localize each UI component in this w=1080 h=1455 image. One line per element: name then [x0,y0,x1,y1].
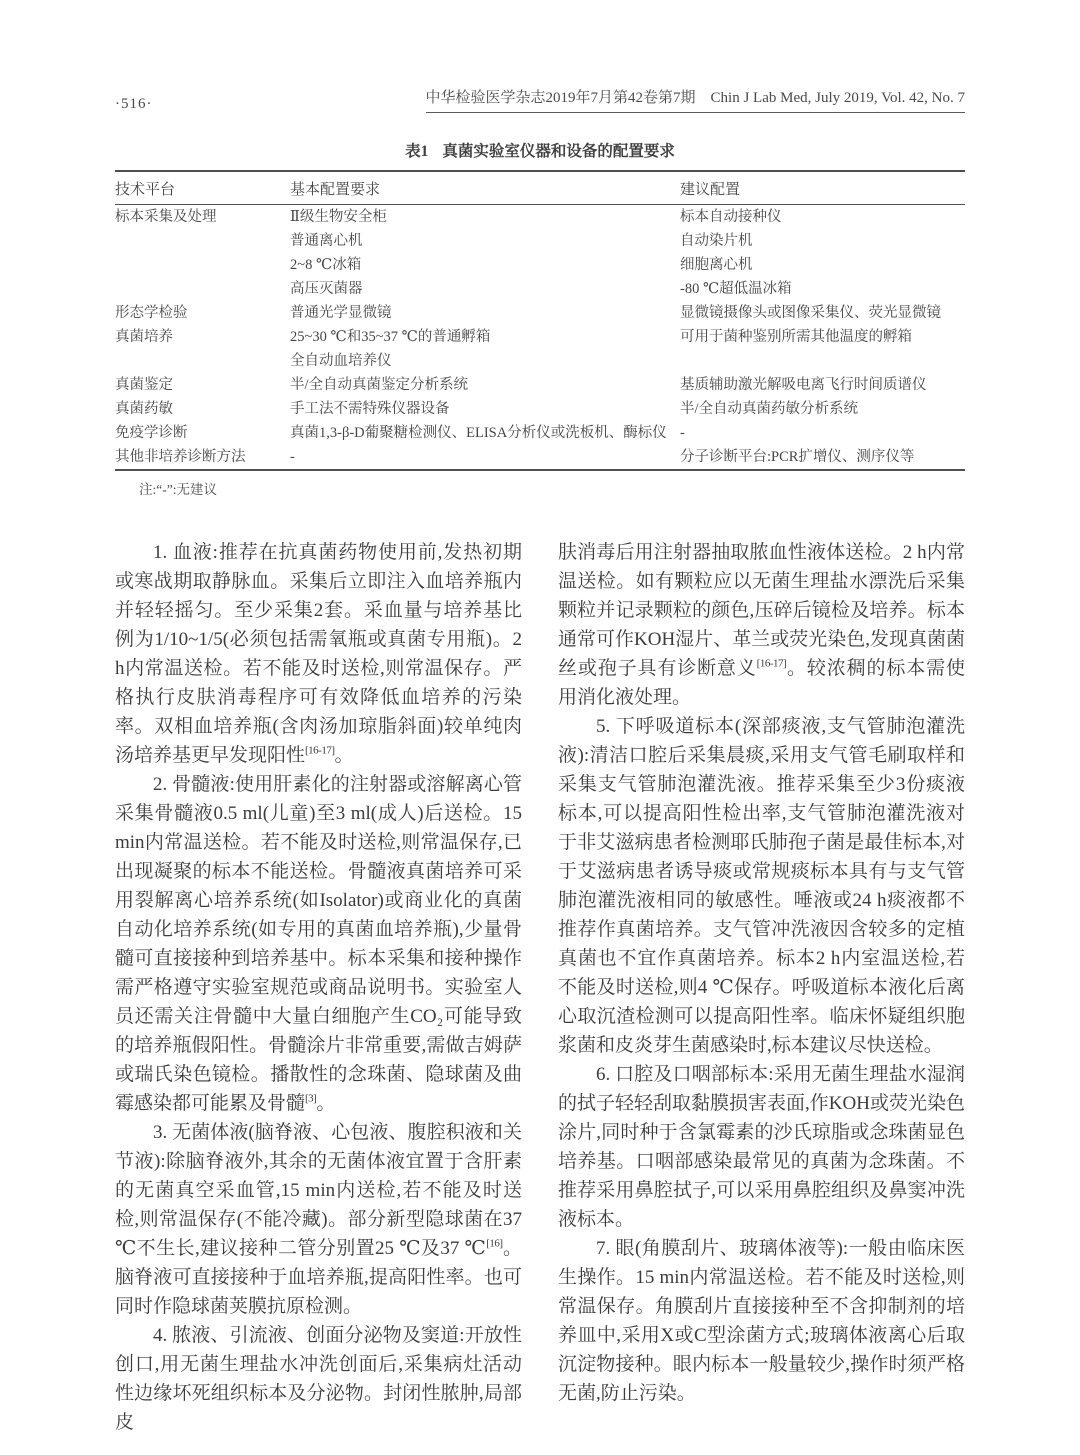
table-row [115,445,965,470]
table-cell: Ⅱ级生物安全柜 [290,208,387,225]
table-cell: 全自动血培养仪 [290,352,392,369]
table-cell: 半/全自动真菌鉴定分析系统 [290,376,469,393]
table-cell [115,277,290,301]
paragraph-lower-respiratory: 5. 下呼吸道标本(深部痰液,支气管肺泡灌洗液):清洁口腔后采集晨痰,采用支气管毛刷取样和采集支气管肺泡灌洗液。推荐采集至少3份痰液标本,可以提高阳性检出率,支气管肺泡灌洗液对于非艾滋病患者检测耶氏肺孢子菌是最佳标本,对于艾滋病患者诱导痰或常规痰标本具有与支气管肺泡灌洗液相同的敏感性。唾液或24 h痰液都不推荐作真菌培养。支气管冲洗液因含较多的定植真菌也不宜作真菌培养。标本2 h内室温送检,若不能及时送检,则4 ℃保存。呼吸道标本液化后离心取沉渣检测可以提高阳性率。临床怀疑组织胞浆菌和皮炎芽生菌感染时,标本建议尽快送检。 [558,716,965,1056]
table-cell: 25~30 ℃和35~37 ℃的普通孵箱 [290,328,491,345]
table-footnote: 注:“-”:无建议 [139,482,217,497]
table-cell: 真菌药敏 [115,400,173,417]
journal-title-line: 中华检验医学杂志2019年7月第42卷第7期 Chin J Lab Med, July 2019, Vol. 42, No. 7 [426,86,965,113]
table-cell: 可用于菌种鉴别所需其他温度的孵箱 [680,328,912,345]
table-cell [115,253,290,277]
paragraph-pus-drainage-continued: 肤消毒后用注射器抽取脓血性液体送检。2 h内常温送检。如有颗粒应以无菌生理盐水漂洗后采集颗粒并记录颗粒的颜色,压碎后镜检及培养。标本通常可作KOH湿片、革兰或荧光染色,发现真菌菌丝或孢子具有诊断意义[16-17]。较浓稠的标本需使用消化液处理。 [558,542,965,708]
col-header-suggested: 建议配置 [680,182,741,198]
paragraph-sterile-fluids: 3. 无菌体液(脑脊液、心包液、腹腔积液和关节液):除脑脊液外,其余的无菌体液宜置于含肝素的无菌真空采血管,15 min内送检,若不能及时送检,则常温保存(不能冷藏)。部分新型隐球菌在37 ℃不生长,建议接种二管分别置25 ℃及37 ℃[16]。脑脊液可直接接种于血培养瓶,提高阳性率。也可同时作隐球菌荚膜抗原检测。 [115,1122,522,1317]
table-header-row [115,171,965,205]
table-cell: 标本采集及处理 [115,208,217,225]
table-cell: 其他非培养诊断方法 [115,448,246,465]
paragraph-eye: 7. 眼(角膜刮片、玻璃体液等):一般由临床医生操作。15 min内常温送检。若不能及时送检,则常温保存。角膜刮片直接接种至不含抑制剂的培养皿中,采用X或C型涂菌方式;玻璃体液离心后取沉淀物接种。眼内标本一般量较少,操作时须严格无菌,防止污染。 [558,1238,965,1404]
table-caption: 真菌实验室仪器和设备的配置要求 [442,143,675,160]
table-cell: 真菌1,3-β-D葡聚糖检测仪、ELISA分析仪或洗板机、酶标仪 [290,424,667,441]
table-row [115,205,965,230]
table-cell [115,229,290,253]
table-row [115,397,965,421]
paragraph-bone-marrow: 2. 骨髓液:使用肝素化的注射器或溶解离心管采集骨髓液0.5 ml(儿童)至3 ml(成人)后送检。15 min内常温送检。若不能及时送检,则常温保存,已出现凝聚的标本不能送检。骨髓液真菌培养可采用裂解离心培养系统(如Isolator)或商业化的真菌自动化培养系统(如专用的真菌血培养瓶),少量骨髓可直接接种到培养基中。标本采集和接种操作需严格遵守实验室规范或商品说明书。实验室人员还需关注骨髓中大量白细胞产生CO₂可能导致的培养瓶假阳性。骨髓涂片非常重要,需做吉姆萨或瑞氏染色镜检。播散性的念珠菌、隐球菌及曲霉感染都可能累及骨髓[3]。 [115,774,522,1114]
table-row [115,229,965,253]
left-column [115,538,522,1437]
table-cell: 2~8 ℃冰箱 [290,256,362,273]
table-cell: 真菌培养 [115,328,173,345]
table-title [115,139,965,161]
right-column [558,538,965,1437]
table-cell: 半/全自动真菌药敏分析系统 [680,400,859,417]
table-cell [115,349,290,373]
paragraph-blood: 1. 血液:推荐在抗真菌药物使用前,发热初期或寒战期取静脉血。采集后立即注入血培养瓶内并轻轻摇匀。至少采集2套。采血量与培养基比例为1/10~1/5(必须包括需氧瓶或真菌专用瓶)。2 h内常温送检。若不能及时送检,则常温保存。严格执行皮肤消毒程序可有效降低血培养的污染率。双相血培养瓶(含肉汤加琼脂斜面)较单纯肉汤培养基更早发现阳性[16-17]。 [115,542,522,766]
paragraph-oral-oropharyngeal: 6. 口腔及口咽部标本:采用无菌生理盐水湿润的拭子轻轻刮取黏膜损害表面,作KOH或荧光染色涂片,同时种于含氯霉素的沙氏琼脂或念珠菌显色培养基。口咽部感染最常见的真菌为念珠菌。不推荐采用鼻腔拭子,可以采用鼻腔组织及鼻窦冲洗液标本。 [558,1064,965,1230]
table-cell: 真菌鉴定 [115,376,173,393]
table-cell: 手工法不需特殊仪器设备 [290,400,450,417]
table-cell: 普通光学显微镜 [290,304,392,321]
table-cell: 显微镜摄像头或图像采集仪、荧光显微镜 [680,304,941,321]
paragraph-pus-drainage: 4. 脓液、引流液、创面分泌物及窦道:开放性创口,用无菌生理盐水冲洗创面后,采集病灶活动性边缘坏死组织标本及分泌物。封闭性脓肿,局部皮 [115,1325,522,1433]
table-cell: 形态学检验 [115,304,188,321]
page-number: ·516· [115,96,153,112]
table-row [115,253,965,277]
table-cell: 标本自动接种仪 [680,208,782,225]
table-row [115,325,965,349]
table-cell: 免疫学诊断 [115,424,188,441]
col-header-platform: 技术平台 [115,182,176,198]
table-cell: - [290,448,295,465]
equipment-config-table [115,170,965,471]
table-cell: 细胞离心机 [680,256,753,273]
col-header-basic: 基本配置要求 [290,182,381,198]
table-cell: -80 ℃超低温冰箱 [680,280,792,297]
table-cell: 高压灭菌器 [290,280,363,297]
table-cell [680,349,965,373]
running-head [115,86,965,113]
article-body [115,538,965,1437]
table-label: 表1 [405,143,429,160]
table-cell: 自动染片机 [680,232,753,249]
table-row [115,277,965,301]
table-cell: 普通离心机 [290,232,363,249]
table-row [115,349,965,373]
table-cell: - [680,424,685,441]
table-cell: 分子诊断平台:PCR扩增仪、测序仪等 [680,448,915,465]
table-cell: 基质辅助激光解吸电离飞行时间质谱仪 [680,376,927,393]
table-row [115,301,965,325]
table-row [115,421,965,445]
table-row [115,373,965,397]
